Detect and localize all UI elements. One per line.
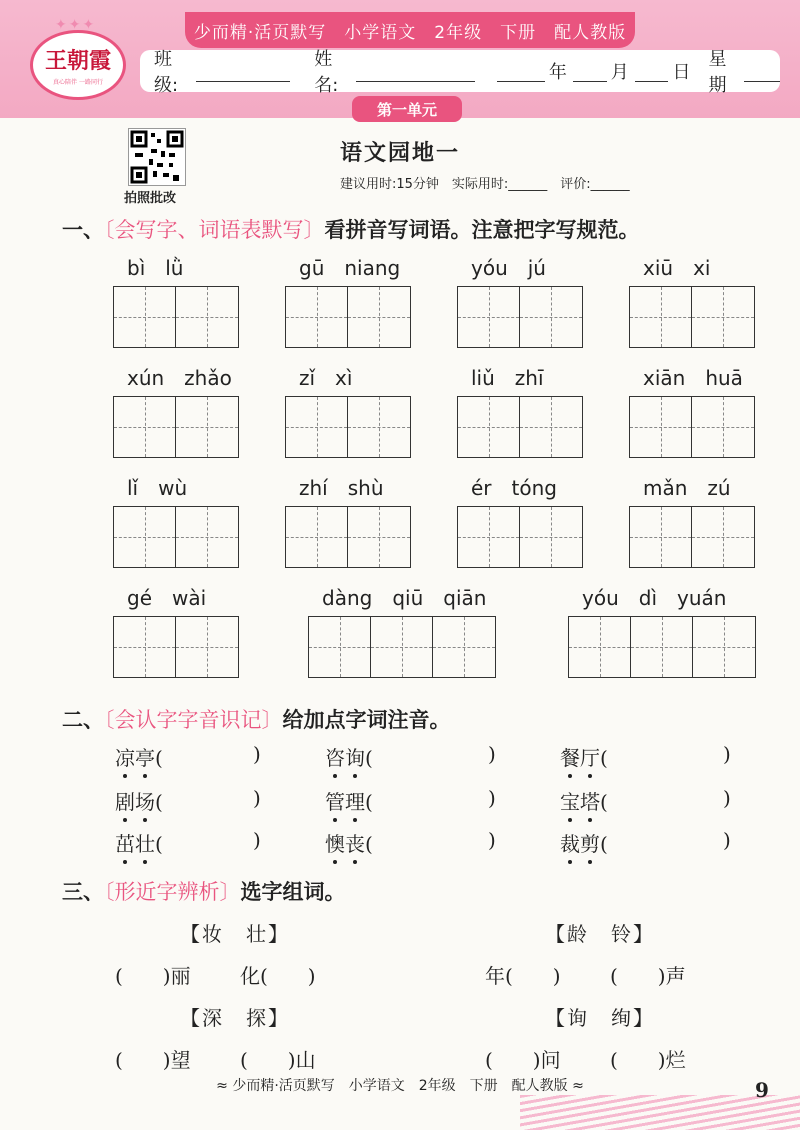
answer-blank[interactable]: ) [488, 828, 496, 852]
writing-cell[interactable] [114, 287, 176, 347]
answer-blank[interactable]: ) [253, 742, 261, 766]
answer-blank[interactable]: ) [723, 742, 731, 766]
section-3-number: 三、 [62, 880, 104, 904]
phonetic-word: 懊丧( [325, 828, 373, 857]
dotted-character: 管 [325, 786, 345, 815]
pinyin-label: bì lǜ [127, 256, 184, 280]
pinyin-label: zhí shù [299, 476, 384, 500]
writing-cell[interactable] [371, 617, 433, 677]
dotted-character: 懊 [325, 828, 345, 857]
phonetic-word: 裁剪( [560, 828, 608, 857]
answer-blank[interactable]: ) [253, 786, 261, 810]
pinyin-label: dàng qiū qiān [322, 586, 487, 610]
writing-cell[interactable] [114, 397, 176, 457]
writing-cell[interactable] [630, 397, 692, 457]
fill-blank[interactable]: ( )山 [240, 1048, 316, 1072]
crown-icon: ✦✦✦ [55, 17, 97, 33]
year-label: 年 [548, 62, 567, 83]
writing-cell[interactable] [114, 507, 176, 567]
writing-cell[interactable] [114, 617, 176, 677]
writing-cell[interactable] [692, 507, 754, 567]
writing-grid[interactable] [308, 616, 496, 678]
day-label: 日 [672, 62, 691, 83]
phonetic-word: 凉亭( [115, 742, 163, 771]
answer-blank[interactable]: ) [488, 742, 496, 766]
month-label: 月 [610, 62, 629, 83]
dotted-character: 塔 [580, 786, 600, 815]
section-2-heading [62, 704, 451, 734]
writing-cell[interactable] [348, 397, 410, 457]
answer-blank[interactable]: ) [253, 828, 261, 852]
pinyin-label: xiān huā [643, 366, 743, 390]
writing-cell[interactable] [520, 287, 582, 347]
pinyin-label: yóu dì yuán [582, 586, 727, 610]
section-2-tag: 〔会认字字音识记〕 [104, 708, 283, 732]
section-1-number: 一、 [62, 218, 104, 242]
writing-cell[interactable] [176, 617, 238, 677]
footer-text: ≈ 少而精·活页默写 小学语文 2年级 下册 配人教版 ≈ [216, 1078, 584, 1094]
char-group-3: 【深 探】 [180, 1006, 290, 1030]
char-group-4: 【询 绚】 [545, 1006, 655, 1030]
dotted-character: 宝 [560, 786, 580, 815]
logo-name: 王朝霞 [44, 48, 111, 74]
writing-cell[interactable] [286, 507, 348, 567]
dotted-character: 餐 [560, 742, 580, 771]
writing-cell[interactable] [433, 617, 495, 677]
pinyin-label: gé wài [127, 586, 207, 610]
writing-cell[interactable] [631, 617, 693, 677]
writing-grid[interactable] [113, 396, 239, 458]
writing-grid[interactable] [568, 616, 756, 678]
phonetic-word: 茁壮( [115, 828, 163, 857]
writing-grid[interactable] [629, 506, 755, 568]
pinyin-label: mǎn zú [643, 476, 731, 500]
pinyin-label: lǐ wù [127, 476, 188, 500]
name-field[interactable] [356, 61, 475, 82]
pinyin-label: ér tóng [471, 476, 557, 500]
section-3-instruction: 选字组词。 [240, 880, 346, 904]
dotted-character: 剧 [115, 786, 135, 815]
pinyin-label: zǐ xì [299, 366, 353, 390]
writing-grid[interactable] [285, 396, 411, 458]
phonetic-word: 剧场( [115, 786, 163, 815]
writing-grid[interactable] [285, 286, 411, 348]
fill-blank[interactable]: ( )望 [115, 1048, 191, 1072]
fill-blank[interactable]: 年( ) [485, 964, 561, 988]
brand-logo [30, 17, 126, 100]
dotted-character: 场 [135, 786, 155, 815]
writing-cell[interactable] [309, 617, 371, 677]
name-label: 姓名: [314, 49, 339, 96]
pinyin-label: gū niang [299, 256, 401, 280]
writing-cell[interactable] [176, 507, 238, 567]
section-3-heading [62, 876, 346, 906]
page-number: 9 [755, 1078, 769, 1102]
phonetic-word: 宝塔( [560, 786, 608, 815]
writing-grid[interactable] [113, 286, 239, 348]
page-title: 语文园地一 [340, 141, 461, 166]
week-field[interactable] [744, 61, 780, 82]
qr-code[interactable] [128, 128, 186, 186]
writing-grid[interactable] [457, 286, 583, 348]
dotted-character: 亭 [135, 742, 155, 771]
pinyin-label: xún zhǎo [127, 366, 232, 390]
week-label: 星期 [708, 49, 727, 96]
writing-cell[interactable] [692, 287, 754, 347]
dotted-character: 剪 [580, 828, 600, 857]
dotted-character: 丧 [345, 828, 365, 857]
dotted-character: 询 [345, 742, 365, 771]
day-field[interactable] [635, 61, 669, 82]
writing-cell[interactable] [569, 617, 631, 677]
class-field[interactable] [196, 61, 290, 82]
writing-cell[interactable] [348, 287, 410, 347]
dotted-character: 茁 [115, 828, 135, 857]
time-row: 建议用时:15分钟 实际用时:______ 评价:______ [340, 177, 630, 192]
section-1-instruction: 看拼音写词语。注意把字写规范。 [324, 218, 640, 242]
writing-cell[interactable] [176, 287, 238, 347]
class-label: 班级: [154, 49, 179, 96]
section-2-number: 二、 [62, 708, 104, 732]
writing-cell[interactable] [458, 287, 520, 347]
fill-blank[interactable]: 化( ) [240, 964, 316, 988]
char-group-1: 【妆 壮】 [180, 922, 290, 946]
writing-cell[interactable] [176, 397, 238, 457]
dotted-character: 裁 [560, 828, 580, 857]
pinyin-label: yóu jú [471, 256, 546, 280]
writing-cell[interactable] [520, 397, 582, 457]
fill-blank[interactable]: ( )烂 [610, 1048, 686, 1072]
writing-grid[interactable] [113, 506, 239, 568]
answer-blank[interactable]: ) [723, 828, 731, 852]
dotted-character: 厅 [580, 742, 600, 771]
answer-blank[interactable]: ) [723, 786, 731, 810]
writing-grid[interactable] [457, 506, 583, 568]
student-info-bar [140, 49, 780, 96]
unit-tab: 第一单元 [352, 96, 462, 122]
writing-cell[interactable] [458, 397, 520, 457]
writing-cell[interactable] [520, 507, 582, 567]
section-2-instruction: 给加点字词注音。 [282, 708, 451, 732]
writing-cell[interactable] [286, 287, 348, 347]
writing-grid[interactable] [629, 286, 755, 348]
year-field[interactable] [497, 61, 545, 82]
writing-grid[interactable] [457, 396, 583, 458]
writing-cell[interactable] [630, 287, 692, 347]
writing-cell[interactable] [286, 397, 348, 457]
dotted-character: 理 [345, 786, 365, 815]
logo-sub: 真心陪伴 一路同行 [53, 79, 103, 86]
month-field[interactable] [573, 61, 607, 82]
writing-grid[interactable] [629, 396, 755, 458]
fill-blank[interactable]: ( )声 [610, 964, 686, 988]
fill-blank[interactable]: ( )问 [485, 1048, 561, 1072]
dotted-character: 壮 [135, 828, 155, 857]
dotted-character: 凉 [115, 742, 135, 771]
section-1-tag: 〔会写字、词语表默写〕 [104, 218, 325, 242]
section-1-heading [62, 214, 640, 244]
writing-cell[interactable] [348, 507, 410, 567]
char-group-2: 【龄 铃】 [545, 922, 655, 946]
answer-blank[interactable]: ) [488, 786, 496, 810]
series-banner: 少而精·活页默写 小学语文 2年级 下册 配人教版 [185, 12, 635, 48]
writing-grid[interactable] [285, 506, 411, 568]
phonetic-word: 餐厅( [560, 742, 608, 771]
fill-blank[interactable]: ( )丽 [115, 964, 191, 988]
writing-cell[interactable] [630, 507, 692, 567]
phonetic-word: 管理( [325, 786, 373, 815]
writing-cell[interactable] [692, 397, 754, 457]
phonetic-word: 咨询( [325, 742, 373, 771]
pinyin-label: xiū xi [643, 256, 711, 280]
dotted-character: 咨 [325, 742, 345, 771]
writing-cell[interactable] [693, 617, 755, 677]
writing-cell[interactable] [458, 507, 520, 567]
pinyin-label: liǔ zhī [471, 366, 544, 390]
qr-label: 拍照批改 [124, 191, 177, 206]
writing-grid[interactable] [113, 616, 239, 678]
section-3-tag: 〔形近字辨析〕 [104, 880, 241, 904]
